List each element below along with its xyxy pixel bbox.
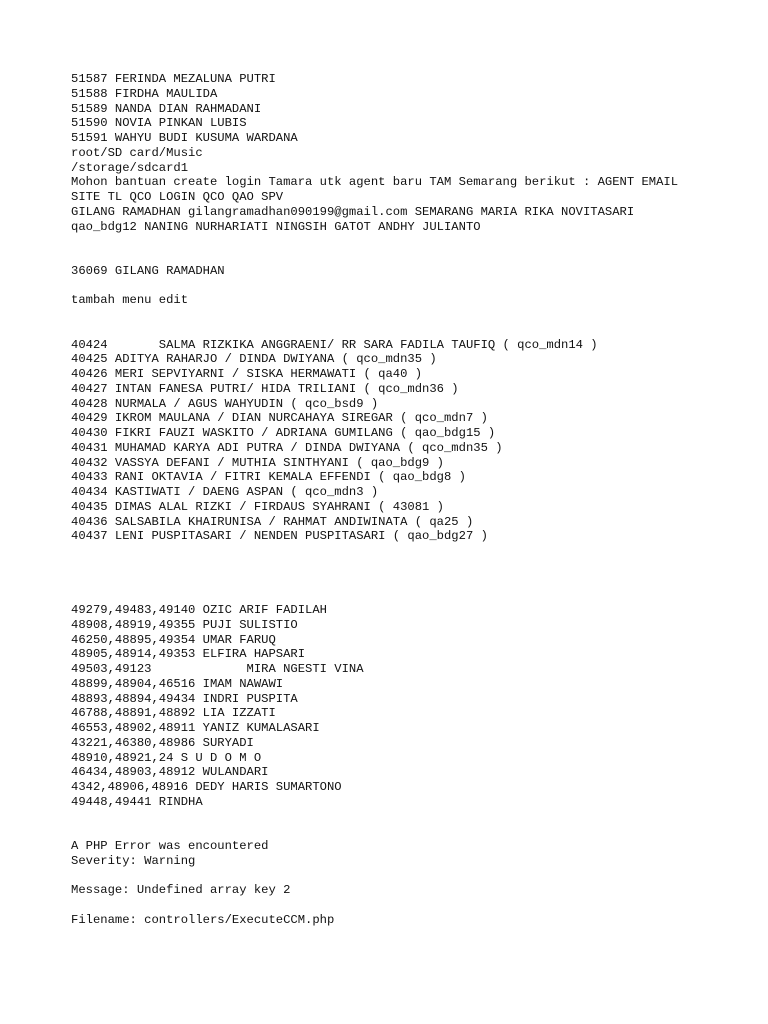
qco-pair-list-section bbox=[71, 338, 751, 545]
spacer bbox=[71, 323, 751, 338]
text-line: 51588 FIRDHA MAULIDA bbox=[71, 86, 218, 101]
document-body bbox=[71, 72, 751, 928]
spacer bbox=[71, 308, 751, 323]
text-line: 48910,48921,24 S U D O M O bbox=[71, 750, 262, 765]
text-line: 51591 WAHYU BUDI KUSUMA WARDANA bbox=[71, 131, 298, 145]
text-line: /storage/sdcard1 bbox=[71, 160, 189, 175]
spacer bbox=[71, 249, 751, 264]
error-filename: Filename: controllers/ExecuteCCM.php bbox=[71, 912, 335, 927]
text-line: 40430 FIKRI FAUZI WASKITO / ADRIANA GUMILANG ( qao_bdg15 ) bbox=[71, 426, 496, 440]
text-line: 51590 NOVIA PINKAN LUBIS bbox=[71, 116, 247, 131]
spacer bbox=[71, 810, 751, 825]
agent-list-section bbox=[71, 72, 751, 234]
text-line: 40425 ADITYA RAHARJO / DINDA DWIYANA ( qco_mdn35 ) bbox=[71, 352, 437, 367]
menu-note: tambah menu edit bbox=[71, 293, 189, 308]
text-line: Mohon bantuan create login Tamara utk agent baru TAM Semarang berikut : AGENT EMAIL bbox=[71, 175, 679, 190]
text-line: 40429 IKROM MAULANA / DIAN NURCAHAYA SIREGAR ( qco_mdn7 ) bbox=[71, 411, 488, 426]
text-line: 40427 INTAN FANESA PUTRI/ HIDA TRILIANI ( qco_mdn36 ) bbox=[71, 381, 459, 396]
text-line: 49448,49441 RINDHA bbox=[71, 794, 203, 809]
text-line: 40431 MUHAMAD KARYA ADI PUTRA / DINDA DWIYANA ( qco_mdn35 ) bbox=[71, 440, 503, 455]
text-line: qao_bdg12 NANING NURHARIATI NINGSIH GATOT ANDHY JULIANTO bbox=[71, 219, 481, 234]
text-line: 46788,48891,48892 LIA IZZATI bbox=[71, 706, 276, 721]
text-line: 48893,48894,49434 INDRI PUSPITA bbox=[71, 691, 298, 706]
text-line: root/SD card/Music bbox=[71, 145, 203, 160]
text-line: 46553,48902,48911 YANIZ KUMALASARI bbox=[71, 721, 320, 735]
text-line: 51589 NANDA DIAN RAHMADANI bbox=[71, 101, 262, 116]
error-severity: Severity: Warning bbox=[71, 853, 196, 868]
text-line: 48908,48919,49355 PUJI SULISTIO bbox=[71, 617, 298, 632]
text-line: 40424 SALMA RIZKIKA ANGGRAENI/ RR SARA FADILA TAUFIQ ( qco_mdn14 ) bbox=[71, 337, 598, 352]
text-line: 43221,46380,48986 SURYADI bbox=[71, 735, 254, 750]
spacer bbox=[71, 869, 751, 884]
text-line: 49503,49123 MIRA NGESTI VINA bbox=[71, 662, 364, 676]
text-line: 40436 SALSABILA KHAIRUNISA / RAHMAT ANDIWINATA ( qa25 ) bbox=[71, 514, 474, 529]
text-line: 40437 LENI PUSPITASARI / NENDEN PUSPITASARI ( qao_bdg27 ) bbox=[71, 529, 488, 544]
text-line: SITE TL QCO LOGIN QCO QAO SPV bbox=[71, 190, 284, 204]
text-line: 48905,48914,49353 ELFIRA HAPSARI bbox=[71, 647, 306, 662]
text-line: 40432 VASSYA DEFANI / MUTHIA SINTHYANI ( qao_bdg9 ) bbox=[71, 455, 444, 470]
error-title: A PHP Error was encountered bbox=[71, 839, 269, 853]
spacer bbox=[71, 559, 751, 574]
text-line: 40435 DIMAS ALAL RIZKI / FIRDAUS SYAHRANI ( 43081 ) bbox=[71, 499, 444, 514]
text-line: GILANG RAMADHAN gilangramadhan090199@gmail.com SEMARANG MARIA RIKA NOVITASARI bbox=[71, 204, 635, 219]
spacer bbox=[71, 279, 751, 294]
text-line: 40426 MERI SEPVIYARNI / SISKA HERMAWATI ( qa40 ) bbox=[71, 367, 423, 381]
text-line: 48899,48904,46516 IMAM NAWAWI bbox=[71, 676, 284, 691]
text-line: 51587 FERINDA MEZALUNA PUTRI bbox=[71, 72, 276, 86]
user-id-line: 36069 GILANG RAMADHAN bbox=[71, 263, 225, 278]
spacer bbox=[71, 544, 751, 559]
text-line: 40428 NURMALA / AGUS WAHYUDIN ( qco_bsd9 ) bbox=[71, 396, 379, 411]
id-name-list-section bbox=[71, 603, 751, 810]
text-line: 4342,48906,48916 DEDY HARIS SUMARTONO bbox=[71, 780, 342, 794]
text-line: 40433 RANI OKTAVIA / FITRI KEMALA EFFENDI ( qao_bdg8 ) bbox=[71, 470, 466, 485]
spacer bbox=[71, 574, 751, 589]
text-line: 46434,48903,48912 WULANDARI bbox=[71, 765, 269, 780]
error-message: Message: Undefined array key 2 bbox=[71, 883, 291, 898]
text-line: 49279,49483,49140 OZIC ARIF FADILAH bbox=[71, 603, 327, 617]
spacer bbox=[71, 898, 751, 913]
spacer bbox=[71, 234, 751, 249]
spacer bbox=[71, 824, 751, 839]
text-line: 40434 KASTIWATI / DAENG ASPAN ( qco_mdn3 ) bbox=[71, 485, 379, 499]
text-line: 46250,48895,49354 UMAR FARUQ bbox=[71, 632, 276, 647]
spacer bbox=[71, 588, 751, 603]
